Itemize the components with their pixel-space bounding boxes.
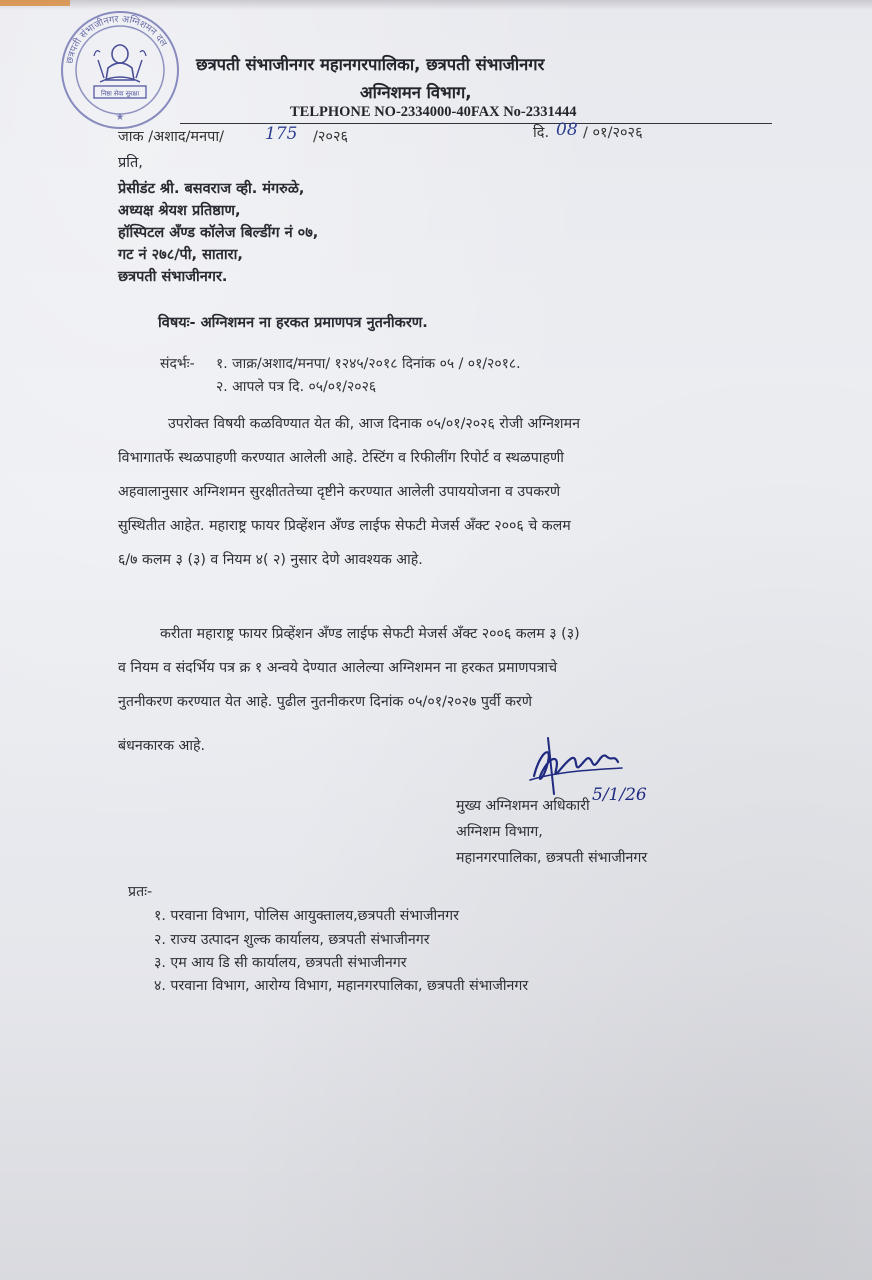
paper-edge-mark	[0, 0, 70, 6]
subject-line: विषयः- अग्निशमन ना हरकत प्रमाणपत्र नुतनीकरण.	[158, 315, 428, 331]
seal-ring-text: छत्रपती संभाजीनगर अग्निशमन दल	[64, 13, 169, 65]
copies-label: प्रतः-	[128, 884, 153, 900]
phone-fax-line: TELPHONE NO-2334000-40FAX No-2331444	[290, 104, 577, 120]
body-paragraph-2-line: करीता महाराष्ट्र फायर प्रिव्हेंशन अँण्ड लाईफ सेफटी मेजर्स अँक्ट २००६ कलम ३ (३)	[160, 626, 580, 642]
reference-item: १. जाक्र/अशाद/मनपा/ १२४५/२०१८ दिनांक ०५ / ०१/२०१८.	[216, 356, 521, 372]
outward-number-prefix: जाक /अशाद/मनपा/	[118, 129, 225, 145]
handwritten-letter-day: 08	[556, 120, 578, 140]
body-paragraph-1-line: अहवालानुसार अग्निशमन सुरक्षीततेच्या दृष्टीने करण्यात आलेली उपाययोजना व उपकरणे	[118, 484, 561, 500]
letter-date-rest: / ०१/२०२६	[583, 125, 643, 141]
addressee-line: गट नं २७८/पी, सातारा,	[118, 247, 243, 263]
outward-number-year: /२०२६	[313, 129, 349, 145]
reference-item: २. आपले पत्र दि. ०५/०१/२०२६	[216, 379, 377, 395]
references-label: संदर्भः-	[160, 356, 195, 372]
addressee-line: प्रेसीडंट श्री. बसवराज व्ही. मंगरुळे,	[118, 181, 305, 197]
copy-recipient: ३. एम आय डि सी कार्यालय, छत्रपती संभाजीनगर	[154, 955, 407, 971]
addressee-line: छत्रपती संभाजीनगर.	[118, 269, 228, 285]
handwritten-outward-number: 175	[265, 124, 298, 144]
corporation-name: छत्रपती संभाजीनगर महानगरपालिका, छत्रपती संभाजीनगर	[196, 55, 545, 74]
body-paragraph-1-line: विभागातर्फे स्थळपाहणी करण्यात आलेली आहे. टेस्टिंग व रिफीलींग रिपोर्ट व स्थळपाहणी	[118, 450, 564, 466]
body-paragraph-1-line: सुस्थितीत आहेत. महाराष्ट्र फायर प्रिव्हेंशन अँण्ड लाईफ सेफटी मेजर्स अँक्ट २००६ चे कलम	[118, 518, 571, 534]
body-paragraph-2-line: बंधनकारक आहे.	[118, 738, 206, 754]
department-name: अग्निशमन विभाग,	[360, 83, 472, 102]
signature-date: 5/1/26	[592, 785, 647, 805]
signatory-title-line: मुख्य अग्निशमन अधिकारी	[456, 798, 590, 814]
signatory-title-line: अग्निशम विभाग,	[456, 824, 543, 840]
body-paragraph-1-line: ६/७ कलम ३ (३) व नियम ४( २) नुसार देणे आवश्यक आहे.	[118, 552, 423, 568]
copy-recipient: १. परवाना विभाग, पोलिस आयुक्तालय,छत्रपती संभाजीनगर	[154, 908, 459, 924]
copy-recipient: ४. परवाना विभाग, आरोग्य विभाग, महानगरपालिका, छत्रपती संभाजीनगर	[154, 978, 529, 994]
addressee-line: अध्यक्ष श्रेयश प्रतिष्ठाण,	[118, 203, 241, 219]
copy-recipient: २. राज्य उत्पादन शुल्क कार्यालय, छत्रपती संभाजीनगर	[154, 932, 430, 948]
svg-text:★: ★	[115, 112, 125, 123]
addressee-line: हॉस्पिटल अँण्ड कॉलेज बिल्डींग नं ०७,	[118, 225, 319, 241]
letter-date-prefix: दि.	[533, 125, 550, 141]
body-paragraph-1-line: उपरोक्त विषयी कळविण्यात येत की, आज दिनाक ०५/०१/२०२६ रोजी अग्निशमन	[168, 416, 580, 432]
addressee-salutation: प्रति,	[118, 155, 143, 171]
seal-motto: निष्ठा सेवा सुरक्षा	[100, 89, 140, 98]
signatory-title-line: महानगरपालिका, छत्रपती संभाजीनगर	[456, 850, 648, 866]
corporation-seal-logo	[58, 8, 182, 132]
body-paragraph-2-line: व नियम व संदर्भिय पत्र क्र १ अन्वये देण्यात आलेल्या अग्निशमन ना हरकत प्रमाणपत्राचे	[118, 660, 558, 676]
body-paragraph-2-line: नुतनीकरण करण्यात येत आहे. पुढील नुतनीकरण दिनांक ०५/०१/२०२७ पुर्वी करणे	[118, 694, 532, 710]
